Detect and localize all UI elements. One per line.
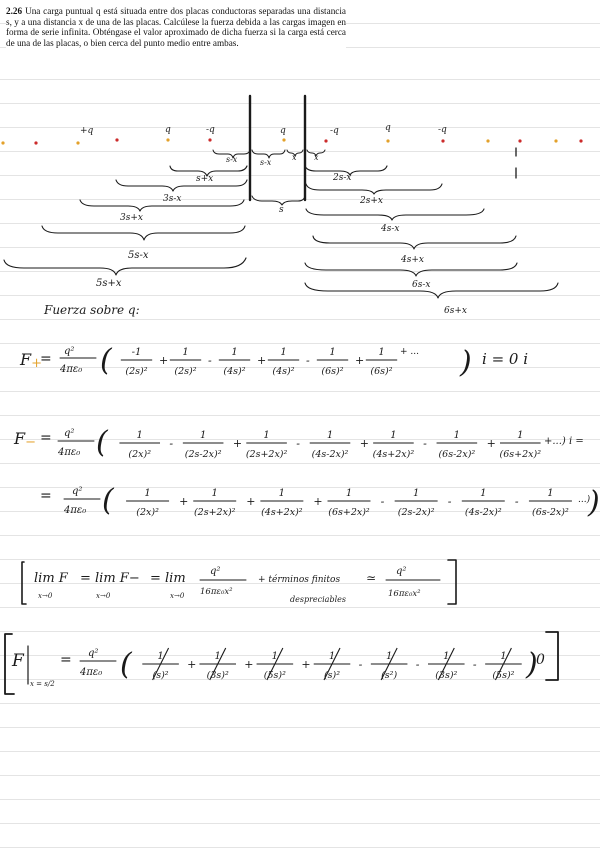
term-numerator: 1 <box>378 347 385 358</box>
charge-dot <box>386 139 389 142</box>
term-sign: - <box>169 437 174 450</box>
term-denominator: (3s)² <box>206 670 229 681</box>
charge-dot <box>441 139 444 142</box>
distance-label: x <box>292 153 297 162</box>
term-denominator: (5s)² <box>492 670 515 681</box>
term-denominator: (4s-2x)² <box>464 507 502 518</box>
eq-sign: = <box>40 488 52 504</box>
term-denominator: (2s-2x)² <box>397 507 435 518</box>
charge-dot <box>208 138 211 141</box>
term-numerator: 1 <box>231 347 238 358</box>
term-numerator: 1 <box>136 430 143 441</box>
term-numerator: 1 <box>211 488 218 499</box>
midpoint-sub: x = s/2 <box>30 680 55 688</box>
charge-dot <box>1 141 4 144</box>
right-brace-label: 2s+x <box>360 196 383 206</box>
term-numerator: 1 <box>157 651 164 662</box>
term-denominator: (4s)² <box>272 366 295 377</box>
term-denominator: (2x)² <box>136 507 159 518</box>
eq-sign: = <box>40 351 52 367</box>
limit-frac-den: 16πε₀x² <box>200 587 233 597</box>
plate-gap-label: s <box>279 205 284 215</box>
fplus-result: i = 0 i <box>482 350 529 368</box>
term-denominator: (2x)² <box>128 449 152 460</box>
charge-label: q <box>280 126 286 136</box>
charge-dot <box>324 139 327 142</box>
fplus-label: F+ <box>20 350 43 371</box>
term-denominator: (2s)² <box>174 366 197 377</box>
term-denominator: (5s)² <box>263 670 286 681</box>
term-numerator: 1 <box>480 488 487 499</box>
image-charge-diagram <box>1 96 582 316</box>
term-numerator: 1 <box>326 430 334 441</box>
eq-sign: = <box>40 430 52 446</box>
right-brace-label: 4s-x <box>381 224 400 234</box>
prefactor-num: q² <box>72 486 83 497</box>
right-brace-label: 6s+x <box>444 306 467 316</box>
term-numerator: 1 <box>278 488 286 499</box>
term-numerator: -1 <box>131 347 142 358</box>
eq-sign: = <box>60 652 72 668</box>
term-sign: - <box>296 437 301 450</box>
term-numerator: 1 <box>500 651 507 662</box>
charge-label: -q <box>438 125 447 135</box>
term-numerator: 1 <box>385 651 393 662</box>
midpoint-result-box <box>5 632 558 694</box>
force-on-q-label: Fuerza sobre q: <box>44 303 140 317</box>
term-sign: + <box>244 658 254 671</box>
term-sign: + <box>187 658 197 671</box>
limit-eq2: = lim <box>150 571 186 586</box>
term-sign: - <box>472 658 477 671</box>
term-denominator: (6s-2x)² <box>438 449 476 460</box>
problem-text: Una carga puntual q está situada entre dos placas conductoras separadas una distancia s, y a una distancia x de una de las placas. Calcúlese la fuerza debida a las cargas imagen en forma de serie infinita. Obténgase el valor aproximado de dicha fuerza si la carga está cerca de una de las placas, o bien cerca del punto medio entre ambas. <box>6 6 346 48</box>
fminus-equation <box>13 425 584 460</box>
term-numerator: 1 <box>345 488 353 499</box>
series-tail: + ... <box>400 347 419 357</box>
limit-sub: x→0 <box>170 592 185 600</box>
term-sign: + <box>313 495 323 508</box>
limit-result-box <box>22 560 456 604</box>
midpoint-result: 0 <box>536 652 545 668</box>
right-brace-label: 6s-x <box>412 280 431 290</box>
svg-text:(: ( <box>102 483 114 518</box>
left-brace-label: 3s-x <box>163 194 182 204</box>
term-denominator: (4s-2x)² <box>311 449 349 460</box>
distance-label: s-x <box>260 158 272 167</box>
limit-sub: x→0 <box>96 592 111 600</box>
distance-label: s-x <box>226 155 238 164</box>
svg-text:): ) <box>526 647 538 682</box>
left-brace-label: 5s+x <box>96 278 122 289</box>
term-denominator: (2s-2x)² <box>184 449 222 460</box>
limit-mid: = lim F− <box>80 571 140 586</box>
term-denominator: (s)² <box>152 670 169 681</box>
fminus-regrouped <box>40 483 600 520</box>
left-brace-label: 3s+x <box>120 213 143 223</box>
term-numerator: 1 <box>144 488 151 499</box>
svg-text:): ) <box>460 345 472 380</box>
term-numerator: 1 <box>453 430 461 441</box>
term-denominator: (2s)² <box>125 366 148 377</box>
term-sign: - <box>306 354 310 367</box>
charge-label: -q <box>206 125 215 135</box>
term-denominator: (6s)² <box>321 366 344 377</box>
term-sign: + <box>301 658 311 671</box>
term-numerator: 1 <box>271 651 279 662</box>
term-sign: + <box>246 495 256 508</box>
term-sign: + <box>159 354 169 367</box>
left-brace-label: 5s-x <box>128 250 149 261</box>
charge-dot <box>166 138 169 141</box>
term-numerator: 1 <box>412 488 420 499</box>
fminus-terms <box>119 430 541 460</box>
charge-label: q <box>165 125 171 135</box>
svg-text:): ) <box>588 485 600 520</box>
term-denominator: (2s+2x)² <box>193 507 236 518</box>
fplus-equation <box>19 343 528 380</box>
prefactor-den: 4πε₀ <box>58 447 81 458</box>
svg-text:(: ( <box>100 343 112 378</box>
term-sign: + <box>257 354 267 367</box>
limit-result-den: 16πε₀x² <box>388 589 421 599</box>
limit-lhs: lim F <box>34 571 68 586</box>
approx-sign: ≃ <box>366 571 377 585</box>
right-brace-label: 2s-x <box>333 173 352 183</box>
svg-text:(: ( <box>96 425 108 460</box>
term-numerator: 1 <box>182 347 189 358</box>
term-denominator: (s)² <box>323 670 341 681</box>
term-sign: + <box>359 437 369 450</box>
term-numerator: 1 <box>390 430 397 441</box>
term-denominator: (4s+2x)² <box>261 507 303 518</box>
term-sign: - <box>423 437 427 450</box>
term-denominator: (6s+2x)² <box>499 449 542 460</box>
midpoint-lhs: F <box>12 651 24 671</box>
prefactor-den: 4πε₀ <box>64 505 87 516</box>
term-denominator: (6s)² <box>370 366 393 377</box>
term-denominator: (2s+2x)² <box>245 449 288 460</box>
term-sign: - <box>415 658 420 671</box>
term-sign: - <box>447 495 452 508</box>
svg-text:(: ( <box>120 647 132 682</box>
left-brace-label: s+x <box>196 174 214 184</box>
term-numerator: 1 <box>263 430 270 441</box>
term-numerator: 1 <box>517 430 524 441</box>
term-denominator: (6s+2x)² <box>328 507 370 518</box>
charge-label: q <box>385 123 391 133</box>
problem-number: 2.26 <box>6 6 23 16</box>
fplus-terms <box>121 347 397 377</box>
limit-frac-num: q² <box>210 566 221 577</box>
charge-dot <box>34 141 37 144</box>
term-sign: + <box>486 437 496 450</box>
term-sign: - <box>514 495 519 508</box>
limit-sub: x→0 <box>38 592 53 600</box>
term-sign: - <box>380 495 385 508</box>
term-numerator: 1 <box>328 651 336 662</box>
prefactor-num: q² <box>64 428 75 439</box>
charge-label: -q <box>330 126 339 136</box>
term-numerator: 1 <box>547 488 554 499</box>
prefactor-num: q² <box>88 648 99 659</box>
limit-result-num: q² <box>396 566 407 577</box>
series-tail: +...) i = <box>544 436 584 447</box>
series-tail: ...) <box>578 495 591 505</box>
charge-dot <box>554 139 557 142</box>
charge-dot <box>486 139 489 142</box>
prefactor-den: 4πε₀ <box>80 667 103 678</box>
right-brace-label: 4s+x <box>401 255 424 265</box>
midpoint-terms <box>142 648 521 681</box>
term-numerator: 1 <box>214 651 221 662</box>
term-numerator: 1 <box>443 651 450 662</box>
term-sign: + <box>179 495 189 508</box>
fminus-label: F− <box>14 429 37 450</box>
term-denominator: (s²) <box>381 670 398 681</box>
limit-finite-terms: + términos finitos <box>258 575 341 585</box>
prefactor-den: 4πε₀ <box>60 364 83 375</box>
charge-dot <box>115 138 118 141</box>
term-sign: - <box>358 658 363 671</box>
limit-negligible: despreciables <box>290 595 346 604</box>
term-denominator: (4s)² <box>223 366 246 377</box>
term-sign: - <box>208 354 212 367</box>
term-numerator: 1 <box>280 347 287 358</box>
fminus2-terms <box>126 488 572 518</box>
charge-label: +q <box>80 126 94 136</box>
charge-dot <box>282 138 285 141</box>
term-numerator: 1 <box>199 430 207 441</box>
term-denominator: (4s+2x)² <box>372 449 415 460</box>
charge-dots <box>1 138 582 144</box>
charge-dot <box>518 139 521 142</box>
term-sign: + <box>232 437 243 450</box>
prefactor-num: q² <box>64 346 75 357</box>
charge-dot <box>76 141 79 144</box>
charge-dot <box>579 139 582 142</box>
term-numerator: 1 <box>329 347 336 358</box>
distance-label: x <box>314 153 319 162</box>
term-sign: + <box>355 354 365 367</box>
term-denominator: (6s-2x)² <box>532 507 569 518</box>
term-denominator: (3s)² <box>435 670 458 681</box>
